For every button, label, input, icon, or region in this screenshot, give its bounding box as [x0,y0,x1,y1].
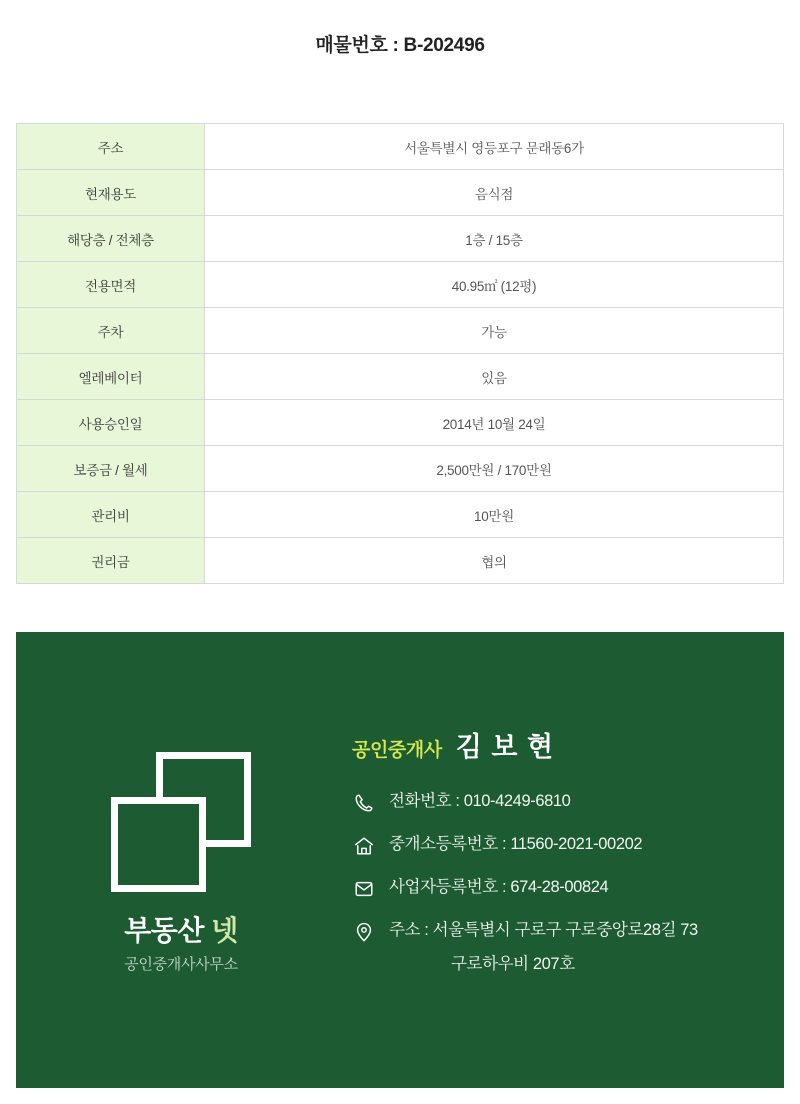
spec-label: 현재용도 [17,170,205,216]
location-pin-icon [352,920,376,944]
agent-role: 공인중개사 [352,740,442,762]
spec-table-wrap [16,123,784,584]
agent-header [352,725,764,764]
contact-row-address [352,919,764,977]
spec-label: 관리비 [17,492,205,538]
table-row [17,538,784,584]
spec-value: 가능 [205,308,784,354]
table-row [17,446,784,492]
envelope-icon [352,877,376,901]
spec-label: 전용면적 [17,262,205,308]
brand-name [16,914,346,948]
spec-value: 협의 [205,538,784,584]
spec-value: 2,500만원 / 170만원 [205,446,784,492]
contact-business-number-text: 사업자등록번호 : 674-28-00824 [389,878,609,897]
page-title: 매물번호 : B-202496 [315,35,485,56]
spec-label: 해당층 / 전체층 [17,216,205,262]
phone-icon [352,791,376,815]
logo-square-front [111,797,206,892]
table-row [17,170,784,216]
contact-address-line2: 구로하우비 207호 [451,955,575,973]
house-icon [352,834,376,858]
brand-name-main: 부동산 [124,914,204,946]
spec-value: 2014년 10월 24일 [205,400,784,446]
brand-name-accent: 넷 [211,914,238,946]
property-spec-table [16,123,784,584]
agent-contact-card [16,632,784,1088]
spec-value: 음식점 [205,170,784,216]
spec-table-body [17,124,784,584]
contact-license-text: 중개소등록번호 : 11560-2021-00202 [389,835,643,854]
contact-phone-text: 전화번호 : 010-4249-6810 [389,792,571,811]
contact-row-phone [352,790,764,815]
spec-value: 서울특별시 영등포구 문래동6가 [205,124,784,170]
contact-row-license [352,833,764,858]
spec-label: 엘레베이터 [17,354,205,400]
spec-label: 권리금 [17,538,205,584]
spec-label: 보증금 / 월세 [17,446,205,492]
spec-value: 있음 [205,354,784,400]
spec-value: 10만원 [205,492,784,538]
spec-value: 40.95㎡ (12평) [205,262,784,308]
contact-address-line1: 주소 : 서울특별시 구로구 구로중앙로28길 73 [389,921,698,940]
table-row [17,492,784,538]
table-row [17,216,784,262]
contact-address-text-wrap [389,919,698,977]
brand-block [16,746,346,975]
overlapping-squares-logo-icon [111,752,251,892]
agent-name: 김 보 현 [455,732,555,763]
table-row [17,400,784,446]
spec-value: 1층 / 15층 [205,216,784,262]
table-row [17,262,784,308]
spec-label: 주차 [17,308,205,354]
spec-label: 주소 [17,124,205,170]
contact-row-business-number [352,876,764,901]
page-title-area [0,0,800,57]
table-row [17,354,784,400]
agent-info-block [346,725,784,995]
table-row [17,124,784,170]
brand-subtitle: 공인중개사사무소 [124,956,238,974]
table-row [17,308,784,354]
spec-label: 사용승인일 [17,400,205,446]
